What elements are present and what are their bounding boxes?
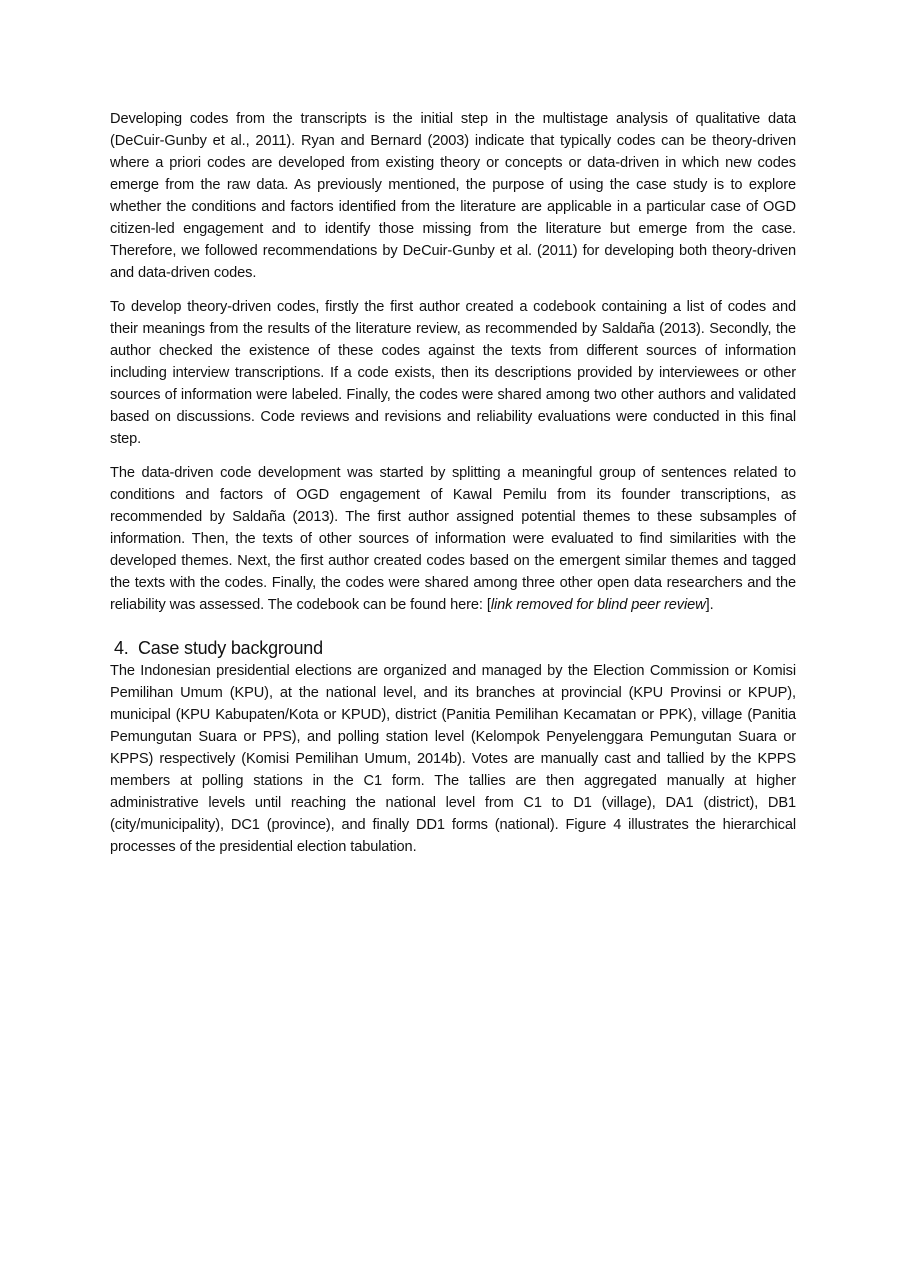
section-number: 4. — [114, 638, 129, 658]
paragraph-theory-driven-codes: To develop theory-driven codes, firstly the first author created a codebook containing a list of codes and their meanings from the results of the literature review, as recommended by Saldaña (2013). Secondly, the author checked the existence of these codes against the texts from different sources of information including interview transcriptions. If a code exists, then its descriptions provided by interviewees or other sources of information were labeled. Finally, the codes were shared among two other authors and validated based on discussions. Code reviews and revisions and reliability evaluations were conducted in this final step. — [110, 299, 796, 447]
paragraph-case-study-background: The Indonesian presidential elections are organized and managed by the Election Commission or Komisi Pemilihan Umum (KPU), at the national level, and its branches at provincial (KPU Provinsi or KPUP), municipal (KPU Kabupaten/Kota or KPUD), district (Panitia Pemilihan Kecamatan or PPK), village (Panitia Pemungutan Suara or PPS), and polling station level (Kelompok Penyelenggara Pemungutan Suara or KPPS) respectively (Komisi Pemilihan Umum, 2014b). Votes are manually cast and tallied by the KPPS members at polling stations in the C1 form. The tallies are then aggregated manually at higher administrative levels until reaching the national level from C1 to D1 (village), DA1 (district), DB1 (city/municipality), DC1 (province), and finally DD1 forms (national). Figure 4 illustrates the hierarchical processes of the presidential election tabulation. — [110, 663, 796, 855]
section-heading — [110, 636, 796, 660]
paragraph-data-driven-codes — [110, 462, 796, 616]
section-title: Case study background — [138, 638, 323, 658]
paragraph-coding-intro: Developing codes from the transcripts is the initial step in the multistage analysis of qualitative data (DeCuir-Gunby et al., 2011). Ryan and Bernard (2003) indicate that typically codes can be theory-driven where a priori codes are developed from existing theory or concepts or data-driven in which new codes emerge from the raw data. As previously mentioned, the purpose of using the case study is to explore whether the conditions and factors identified from the literature are applicable in a particular case of OGD citizen-led engagement and to identify those missing from the literature but emerge from the case. Therefore, we followed recommendations by DeCuir-Gunby et al. (2011) for developing both theory-driven and data-driven codes. — [110, 111, 796, 281]
paragraph-data-driven-end: ]. — [705, 597, 714, 613]
paragraph-data-driven-text: The data-driven code development was started by splitting a meaningful group of sentences related to conditions and factors of OGD engagement of Kawal Pemilu from its founder transcriptions, as recommended by Saldaña (2013). The first author assigned potential themes to these subsamples of information. Then, the texts of other sources of information were evaluated to find similarities with the developed themes. Next, the first author created codes based on the emergent similar themes and tagged the texts with the codes. Finally, the codes were shared among three other open data researchers and the reliability was assessed. The codebook can be found here: [ — [110, 465, 796, 613]
blind-review-note: link removed for blind peer review — [490, 597, 706, 613]
document-page — [110, 108, 796, 870]
